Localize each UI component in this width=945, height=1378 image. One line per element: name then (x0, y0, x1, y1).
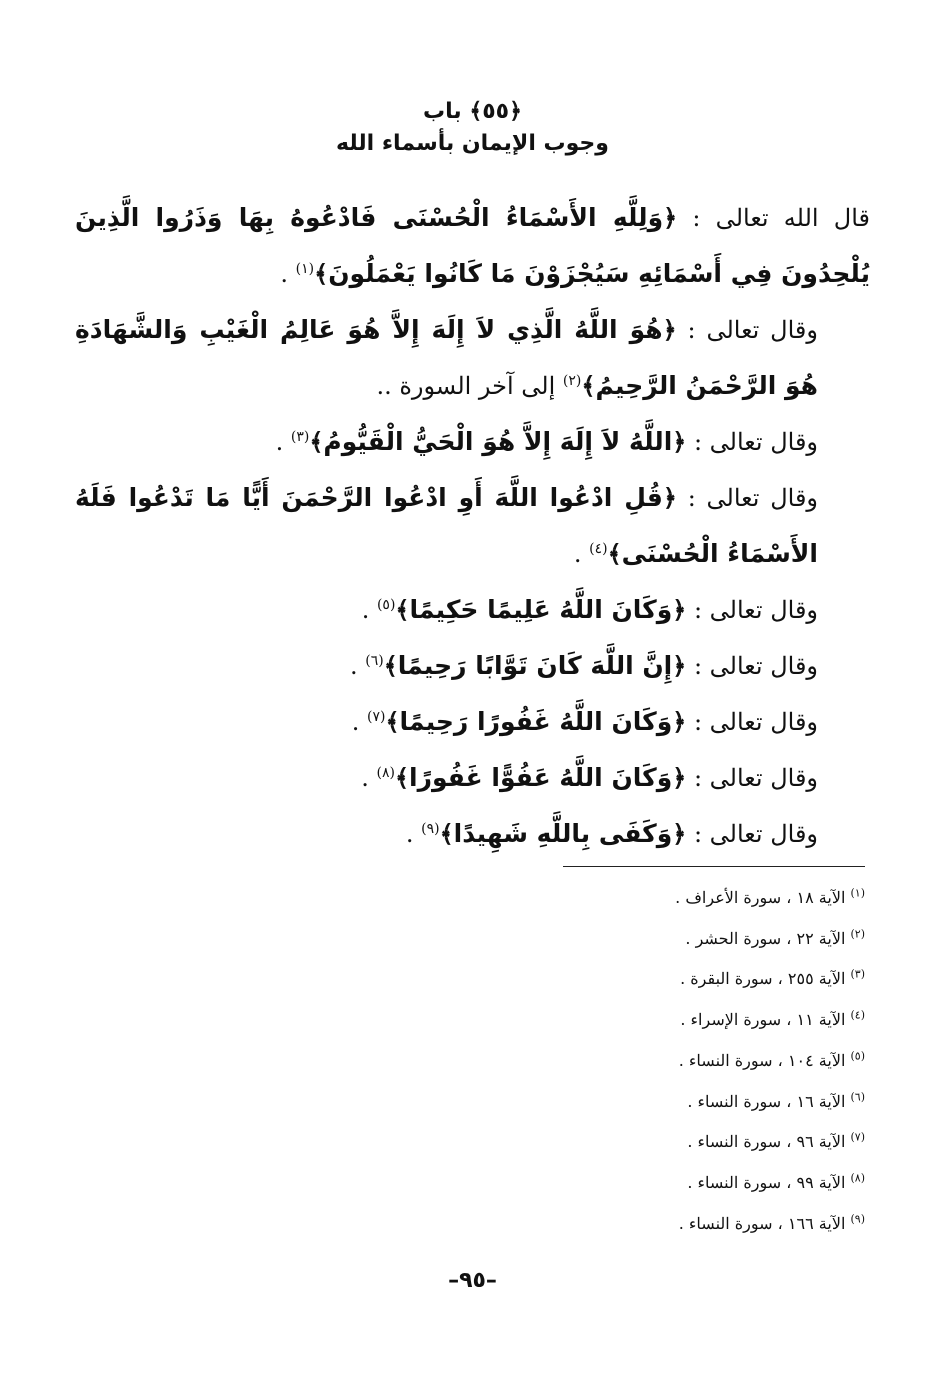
paragraph (75, 470, 870, 582)
paragraph-intro: وقال تعالى : (686, 652, 818, 680)
chapter-title: وجوب الإيمان بأسماء الله (336, 131, 609, 156)
footnote-mark: (٥) (850, 1049, 865, 1063)
footnote-reference[interactable]: (٤) (589, 541, 608, 557)
footnote-reference[interactable]: (٣) (290, 429, 310, 445)
paragraph-intro: وقال تعالى : (676, 316, 818, 344)
paragraph-tail: . (361, 596, 377, 624)
footnote (365, 919, 865, 960)
footnote-reference[interactable]: (٨) (376, 765, 395, 781)
footnote (365, 959, 865, 1000)
quran-verse: وَكَانَ اللَّهُ عَلِيمًا حَكِيمًا (409, 595, 673, 624)
verse-close-brace: ﴾ (395, 596, 410, 624)
quran-verse: وَكَانَ اللَّهُ عَفُوًّا غَفُورًا (409, 763, 673, 792)
verse-close-brace: ﴾ (314, 260, 329, 288)
paragraph (75, 638, 870, 694)
quran-verse: وَكَفَى بِاللَّهِ شَهِيدًا (453, 819, 673, 848)
paragraph (75, 414, 870, 470)
paragraph-tail: . (351, 708, 368, 736)
footnote (365, 1163, 865, 1204)
footnote-separator (563, 866, 865, 867)
paragraph (75, 302, 870, 414)
paragraph-intro: وقال تعالى : (686, 596, 818, 624)
footnote-reference[interactable]: (٦) (365, 653, 384, 669)
quran-verse: اللَّهُ لاَ إِلَهَ إِلاَّ هُوَ الْحَيُّ الْقَيُّومُ (323, 427, 673, 456)
footnote-reference[interactable]: (٢) (562, 373, 582, 389)
paragraph-tail: . (349, 652, 366, 680)
paragraph-tail: . (361, 764, 377, 792)
footnote (365, 878, 865, 919)
quran-verse: وَكَانَ اللَّهُ غَفُورًا رَحِيمًا (399, 707, 673, 736)
chapter-number: ﴿٥٥﴾ باب (423, 99, 522, 124)
footnote-mark: (٩) (850, 1212, 865, 1226)
footnote-text: الآية ١٠٤ ، سورة النساء . (678, 1050, 851, 1070)
verse-close-brace: ﴾ (439, 820, 454, 848)
verse-open-brace: ﴿ (662, 484, 677, 512)
footnote-reference[interactable]: (٩) (421, 821, 440, 837)
footnote-text: الآية ١٦ ، سورة النساء . (687, 1091, 851, 1111)
footnote-text: الآية ٢٥٥ ، سورة البقرة . (680, 969, 851, 989)
footnote-reference[interactable]: (٧) (367, 709, 386, 725)
footnote-text: الآية ١٦٦ ، سورة النساء . (678, 1213, 851, 1233)
verse-open-brace: ﴿ (662, 316, 677, 344)
verse-open-brace: ﴿ (672, 820, 687, 848)
verse-close-brace: ﴾ (309, 428, 324, 456)
paragraph-tail: . (573, 540, 590, 568)
footnote-text: الآية ٩٩ ، سورة النساء . (687, 1172, 851, 1192)
footnote (365, 1122, 865, 1163)
verse-open-brace: ﴿ (672, 652, 687, 680)
paragraph-tail: . (275, 428, 291, 456)
verse-close-brace: ﴾ (394, 764, 409, 792)
verse-open-brace: ﴿ (672, 428, 687, 456)
page-number: –٩٥– (448, 1268, 497, 1293)
verse-open-brace: ﴿ (672, 596, 687, 624)
verse-open-brace: ﴿ (672, 708, 687, 736)
verse-close-brace: ﴾ (385, 708, 400, 736)
paragraph-tail: . (280, 260, 296, 288)
paragraph-intro: وقال تعالى : (686, 764, 818, 792)
footnote-text: الآية ١١ ، سورة الإسراء . (680, 1010, 851, 1030)
verse-open-brace: ﴿ (672, 764, 687, 792)
verse-close-brace: ﴾ (383, 652, 398, 680)
footnotes (365, 878, 865, 1244)
paragraph (75, 582, 870, 638)
paragraph-intro: وقال تعالى : (686, 708, 818, 736)
footnote-text: الآية ١٨ ، سورة الأعراف . (675, 888, 851, 907)
verse-open-brace: ﴿ (663, 204, 678, 232)
body-text (75, 190, 870, 862)
footnote-reference[interactable]: (٥) (376, 597, 396, 613)
paragraph (75, 750, 870, 806)
paragraph (75, 694, 870, 750)
quran-verse: قُلِ ادْعُوا اللَّهَ أَوِ ادْعُوا الرَّحْمَنَ أَيًّا مَا تَدْعُوا فَلَهُ الأَسْمَاءُ الْحُسْنَى (75, 483, 818, 568)
paragraph-intro: قال الله تعالى : (677, 204, 870, 232)
paragraph-intro: وقال تعالى : (676, 484, 818, 512)
verse-close-brace: ﴾ (607, 540, 622, 568)
paragraph-intro: وقال تعالى : (686, 820, 818, 848)
paragraph-intro: وقال تعالى : (686, 428, 818, 456)
footnote (365, 1000, 865, 1041)
footnote-mark: (٤) (850, 1008, 865, 1022)
quran-verse: وَلِلَّهِ الأَسْمَاءُ الْحُسْنَى فَادْعُوهُ بِهَا وَذَرُوا الَّذِينَ يُلْحِدُونَ فِي أَسْمَائِهِ سَيُجْزَوْنَ مَا كَانُوا يَعْمَلُونَ (75, 203, 870, 288)
quran-verse: هُوَ اللَّهُ الَّذِي لاَ إِلَهَ إِلاَّ هُوَ عَالِمُ الْغَيْبِ وَالشَّهَادَةِ هُوَ الرَّحْمَنُ الرَّحِيمُ (75, 315, 818, 400)
paragraph-tail: . (405, 820, 422, 848)
footnote (365, 1204, 865, 1245)
footnote-text: الآية ٩٦ ، سورة النساء . (687, 1132, 851, 1152)
footnote-mark: (٨) (850, 1171, 865, 1185)
footnote-mark: (١) (850, 886, 865, 900)
paragraph (75, 806, 870, 862)
footnote-text: الآية ٢٢ ، سورة الحشر . (685, 928, 851, 948)
chapter-header (0, 96, 945, 160)
footnote-mark: (٢) (850, 927, 865, 941)
paragraph-tail: إلى آخر السورة .. (376, 372, 563, 400)
footnote-mark: (٧) (850, 1130, 865, 1144)
quran-verse: إِنَّ اللَّهَ كَانَ تَوَّابًا رَحِيمًا (397, 651, 673, 680)
verse-close-brace: ﴾ (581, 372, 596, 400)
footnote-mark: (٦) (850, 1090, 865, 1104)
footnote (365, 1041, 865, 1082)
footnote-mark: (٣) (850, 968, 865, 982)
paragraph (75, 190, 870, 302)
footnote-reference[interactable]: (١) (295, 261, 315, 277)
footnote (365, 1082, 865, 1123)
